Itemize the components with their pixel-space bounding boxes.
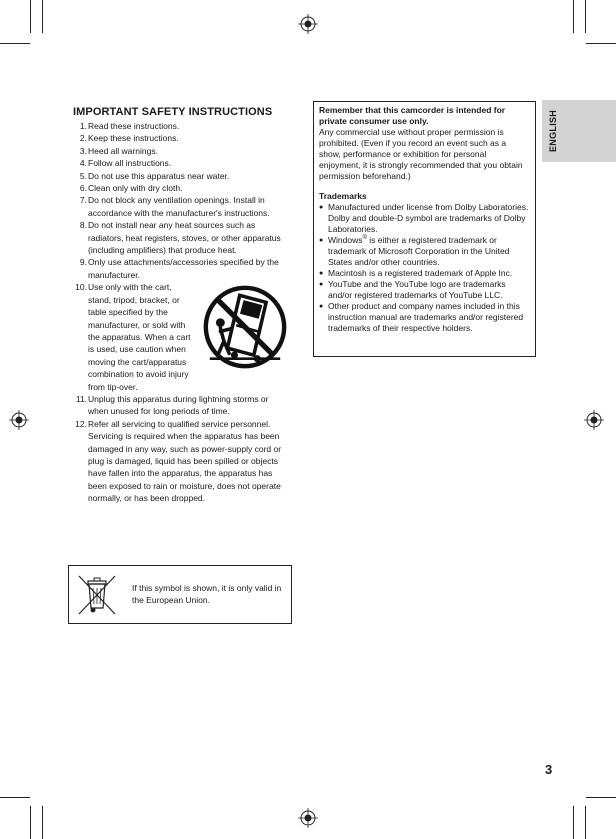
item-text: Read these instructions. bbox=[88, 121, 180, 131]
private-use-notice bbox=[313, 101, 536, 357]
item-number: 5. bbox=[79, 170, 87, 181]
item-number: 6. bbox=[79, 183, 87, 194]
item-number: 10. bbox=[75, 282, 87, 293]
list-item bbox=[73, 393, 291, 418]
item-number: 1. bbox=[79, 121, 87, 131]
item-number: 3. bbox=[79, 145, 87, 156]
registration-mark-icon bbox=[298, 808, 318, 828]
trademarks-list bbox=[319, 202, 530, 334]
item-number: 9. bbox=[79, 257, 87, 268]
safety-list bbox=[73, 120, 291, 505]
trademark-other: Other product and company names included in this instruction manual are trademarks and/or registered trademarks of their respective holders. bbox=[328, 301, 524, 333]
registered-mark: ® bbox=[362, 235, 367, 242]
list-item bbox=[73, 157, 291, 169]
notice-body: Any commercial use without proper permission is prohibited. (Even if you record an event such as a show, performance or exhibition for personal enjoyment, it is strongly recommended that you obtain permission beforehand.) bbox=[319, 127, 523, 181]
safety-instructions bbox=[73, 106, 291, 505]
page-number: 3 bbox=[545, 762, 553, 777]
item-text: Only use attachments/accessories specified by the manufacturer. bbox=[88, 257, 279, 280]
item-text: Unplug this apparatus during lightning storms or when unused for long periods of time. bbox=[88, 393, 269, 417]
item-number: 12. bbox=[75, 418, 87, 429]
item-text: Do not install near any heat sources such as radiators, heat registers, stoves, or other apparatus (including amplifiers) that produce heat. bbox=[88, 220, 281, 256]
item-text: Do not use this apparatus near water. bbox=[88, 170, 230, 181]
trademarks-heading: Trademarks bbox=[319, 191, 367, 201]
crop-mark bbox=[30, 0, 31, 33]
notice-title: Remember that this camcorder is intended for private consumer use only. bbox=[319, 105, 506, 126]
item-text: Follow all instructions. bbox=[88, 158, 172, 169]
item-number: 11. bbox=[75, 393, 87, 404]
crop-mark bbox=[586, 43, 616, 44]
safety-heading: IMPORTANT SAFETY INSTRUCTIONS bbox=[73, 106, 273, 118]
crop-mark bbox=[0, 797, 30, 798]
cart-tip-over-warning-icon bbox=[201, 283, 289, 371]
list-item bbox=[319, 235, 530, 268]
crop-mark bbox=[585, 806, 586, 839]
list-item bbox=[319, 202, 530, 235]
crossed-out-wheelie-bin-icon bbox=[75, 572, 119, 618]
crop-mark bbox=[573, 806, 574, 839]
crop-mark bbox=[573, 0, 574, 33]
item-text: Heed all warnings. bbox=[88, 145, 158, 156]
registration-mark-icon bbox=[298, 14, 318, 34]
item-text: Use only with the cart, stand, tripod, bracket, or table specified by the manufacturer, or sold with the apparatus. When a cart is used, use caution when moving the cart/apparatus combination to avoid injury from tip-over. bbox=[88, 282, 191, 392]
weee-text: If this symbol is shown, it is only valid in the European Union. bbox=[132, 583, 282, 605]
list-item bbox=[73, 120, 291, 132]
item-text: Do not block any ventilation openings. Install in accordance with the manufacturer's instructions. bbox=[88, 195, 270, 218]
crop-mark bbox=[0, 43, 30, 44]
trademark-macintosh: Macintosh is a registered trademark of Apple Inc. bbox=[328, 268, 513, 278]
trademark-dolby: Manufactured under license from Dolby Laboratories. Dolby and double-D symbol are trademarks of Dolby Laboratories. bbox=[328, 202, 529, 234]
item-number: 2. bbox=[79, 133, 87, 144]
list-item bbox=[73, 194, 291, 219]
list-item bbox=[73, 182, 291, 194]
trademark-windows-name: Windows bbox=[328, 235, 363, 245]
item-text: Refer all servicing to qualified service personnel. Servicing is required when the apparatus has been damaged in any way, such as power-supply cord or plug is damaged, liquid has been spilled or objects have fallen into the apparatus, the apparatus has been exposed to rain or moisture, does not operate normally, or has been dropped. bbox=[88, 418, 282, 504]
list-item bbox=[73, 256, 291, 281]
list-item bbox=[73, 219, 291, 256]
list-item bbox=[319, 268, 530, 279]
trademark-windows: is either a registered trademark or trademark of Microsoft Corporation in the United States and/or other countries. bbox=[328, 235, 510, 267]
registration-mark-icon bbox=[9, 410, 29, 430]
language-tab-label: ENGLISH bbox=[548, 109, 558, 153]
item-text: Keep these instructions. bbox=[88, 133, 179, 144]
list-item bbox=[73, 145, 291, 157]
crop-mark bbox=[30, 806, 31, 839]
list-item bbox=[73, 418, 291, 505]
item-number: 8. bbox=[79, 220, 87, 231]
list-item bbox=[73, 281, 291, 393]
list-item bbox=[73, 132, 291, 144]
list-item bbox=[319, 301, 530, 334]
item-number: 4. bbox=[79, 158, 87, 169]
item-number: 7. bbox=[79, 195, 87, 206]
crop-mark bbox=[42, 0, 43, 33]
language-tab bbox=[542, 100, 616, 162]
item-text: Clean only with dry cloth. bbox=[88, 183, 183, 194]
crop-mark bbox=[42, 806, 43, 839]
crop-mark bbox=[586, 797, 616, 798]
crop-mark bbox=[585, 0, 586, 33]
list-item bbox=[319, 279, 530, 301]
trademark-youtube: YouTube and the YouTube logo are trademarks and/or registered trademarks of YouTube LLC. bbox=[328, 279, 506, 300]
registration-mark-icon bbox=[584, 410, 604, 430]
list-item bbox=[73, 170, 291, 182]
weee-notice-box bbox=[68, 565, 292, 624]
